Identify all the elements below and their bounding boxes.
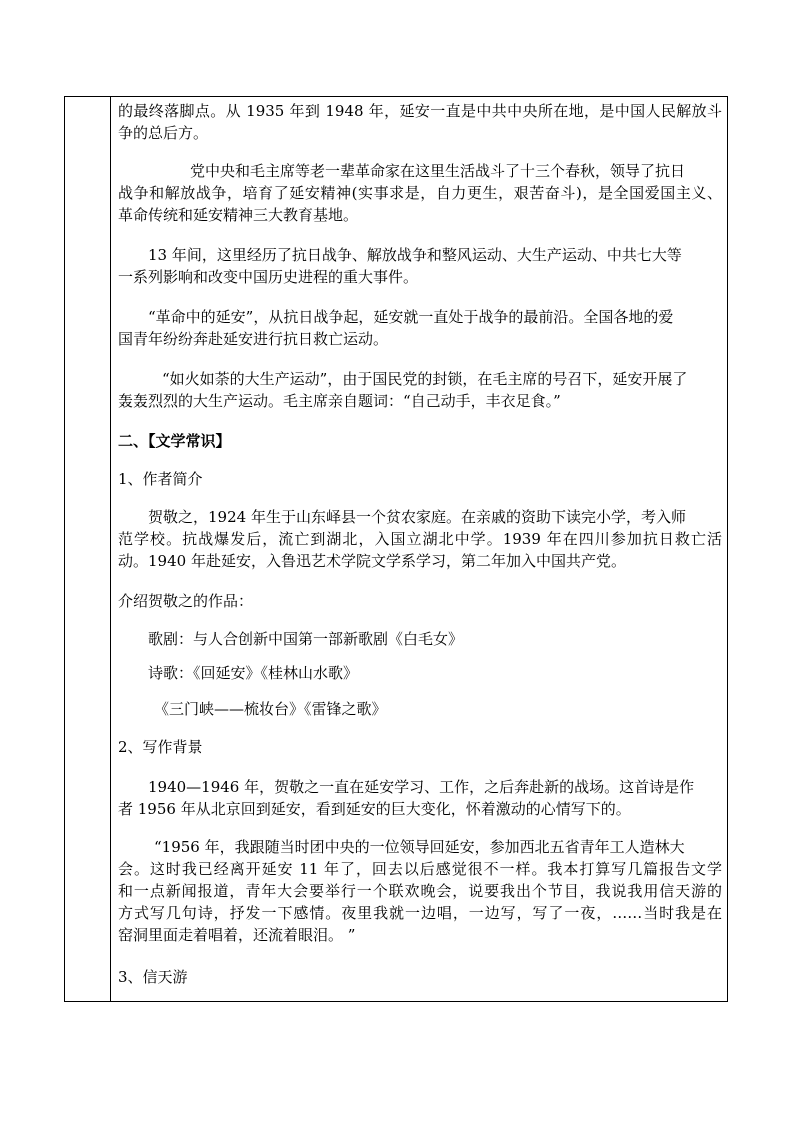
paragraph-2-line-1: 党中央和毛主席等老一辈革命家在这里生活战斗了十三个春秋，领导了抗日 <box>190 162 686 180</box>
paragraph-4-line-2: 国青年纷纷奔赴延安进行抗日救亡运动。 <box>118 330 389 348</box>
works-poems: 诗歌：《回延安》《桂林山水歌》 <box>148 664 359 682</box>
quote-line-1: “1956 年，我跟随当时团中央的一位领导回延安，参加西北五省青年工人造林大 <box>154 838 685 856</box>
paragraph-2-line-3: 革命传统和延安精神三大教育基地。 <box>118 206 359 224</box>
paragraph-3-line-2: 一系列影响和改变中国历史进程的重大事件。 <box>118 268 419 286</box>
paragraph-7-line-1: 1940—1946 年，贺敬之一直在延安学习、工作，之后奔赴新的战场。这首诗是作 <box>148 778 695 796</box>
subsection-2-heading: 2、写作背景 <box>118 738 203 756</box>
section-2-heading: 二、【文学常识】 <box>118 432 231 450</box>
paragraph-4-line-1: “革命中的延安”，从抗日战争起，延安就一直处于战争的最前沿。全国各地的爱 <box>148 308 674 326</box>
works-intro: 介绍贺敬之的作品： <box>118 592 254 610</box>
paragraph-2-line-2: 战争和解放战争，培育了延安精神(实事求是，自力更生，艰苦奋斗)，是全国爱国主义、 <box>118 184 722 202</box>
column-divider <box>110 97 111 1001</box>
paragraph-1-line-2: 争的总后方。 <box>118 124 209 142</box>
paragraph-3-line-1: 13 年间，这里经历了抗日战争、解放战争和整风运动、大生产运动、中共七大等 <box>148 246 682 264</box>
paragraph-6-line-3: 动。1940 年赴延安，入鲁迅艺术学院文学系学习，第二年加入中国共产党。 <box>118 552 626 570</box>
works-opera: 歌剧：与人合创新中国第一部新歌剧《白毛女》 <box>148 630 464 648</box>
quote-line-5: 窑洞里面走着唱着，还流着眼泪。 ” <box>118 926 356 944</box>
paragraph-5-line-2: 轰轰烈烈的大生产运动。毛主席亲自题词：“自己动手，丰衣足食。” <box>118 392 561 410</box>
quote-line-4: 方式写几句诗，抒发一下感情。夜里我就一边唱，一边写，写了一夜，……当时我是在 <box>118 904 722 922</box>
paragraph-6-line-1: 贺敬之，1924 年生于山东峄县一个贫农家庭。在亲戚的资助下读完小学，考入师 <box>148 508 686 526</box>
paragraph-7-line-2: 者 1956 年从北京回到延安，看到延安的巨大变化，怀着激动的心情写下的。 <box>118 800 631 818</box>
quote-line-2: 会。这时我已经离开延安 11 年了，回去以后感觉很不一样。我本打算写几篇报告文学 <box>118 860 722 878</box>
document-table <box>64 96 728 1002</box>
paragraph-5-line-1: “如火如荼的大生产运动”，由于国民党的封锁，在毛主席的号召下，延安开展了 <box>162 370 688 388</box>
paragraph-1-line-1: 的最终落脚点。从 1935 年到 1948 年，延安一直是中共中央所在地，是中国人民解放斗 <box>118 102 722 120</box>
quote-line-3: 和一点新闻报道，青年大会要举行一个联欢晚会，说要我出个节目，我说我用信天游的 <box>118 882 722 900</box>
works-poems-continued: 《三门峡——梳妆台》《雷锋之歌》 <box>154 700 387 718</box>
subsection-1-heading: 1、作者简介 <box>118 470 203 488</box>
paragraph-6-line-2: 范学校。抗战爆发后，流亡到湖北，入国立湖北中学。1939 年在四川参加抗日救亡活 <box>118 530 722 548</box>
subsection-3-heading: 3、信天游 <box>118 968 188 986</box>
